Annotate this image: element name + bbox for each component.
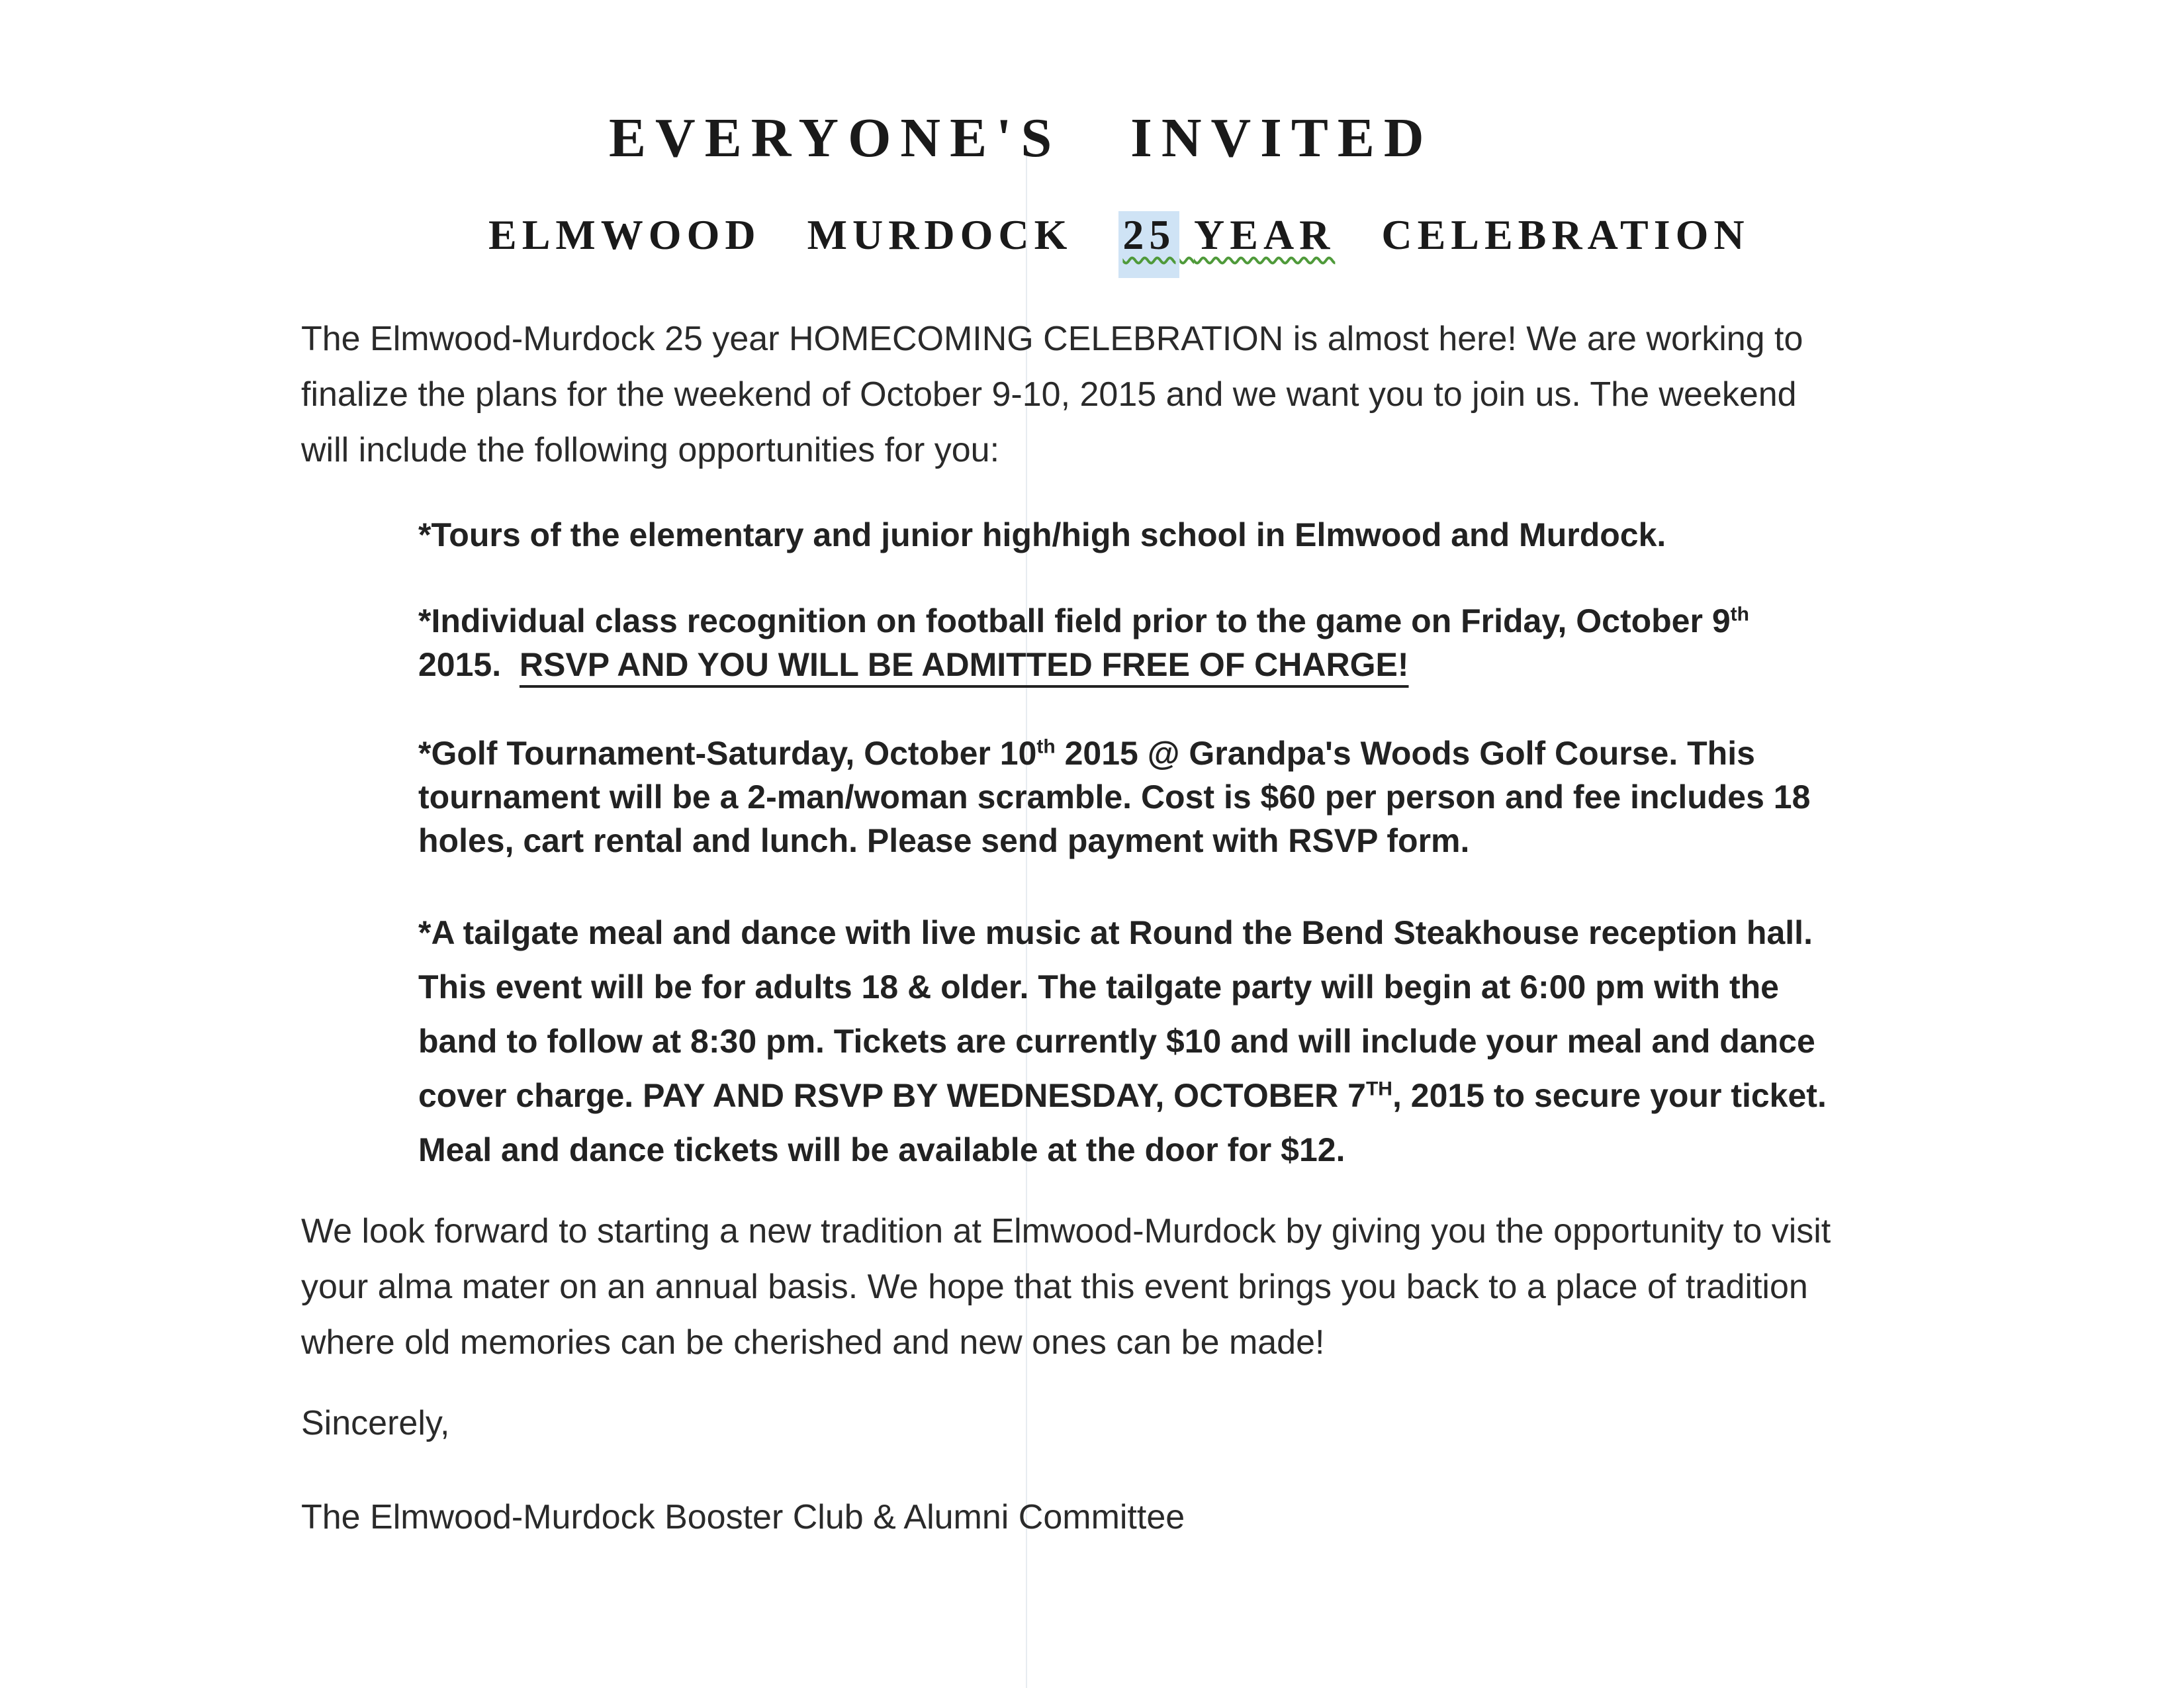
bullet-tailgate (418, 906, 1848, 1177)
bullet-golf-tournament (418, 731, 1848, 863)
tailgate-text-rest: , 2015 to secure your ticket. Meal and dance tickets will be available at the door for $12. (418, 1077, 1827, 1168)
subtitle-year: YEAR (1194, 211, 1336, 258)
tailgate-superscript: TH (1365, 1078, 1392, 1100)
sign-off: Sincerely, (301, 1404, 450, 1442)
signature-line: The Elmwood-Murdock Booster Club & Alumni Committee (301, 1498, 1185, 1536)
subtitle-celebration: CELEBRATION (1381, 211, 1750, 258)
page-subtitle (488, 211, 1750, 259)
tailgate-text-start: *A tailgate meal and dance with live music at Round the Bend Steakhouse reception hall. This event will be for adults 18 & older. The tailgate party will begin at 6:00 pm with the band to follow at 8:30 pm. Tickets are currently $10 and will include your meal and dance cover charge. PAY AND RSVP BY WEDNESDAY, OCTOBER 7 (418, 914, 1815, 1114)
recognition-year: 2015. (418, 646, 502, 683)
bullet-class-recognition (418, 599, 1848, 686)
intro-paragraph: The Elmwood-Murdock 25 year HOMECOMING CELEBRATION is almost here! We are working to finalize the plans for the weekend of October 9-10, 2015 and we want you to join us. The weekend will include the following opportunities for you: (301, 320, 1803, 469)
subtitle-elmwood: ELMWOOD (488, 211, 761, 258)
rsvp-free-notice: RSVP AND YOU WILL BE ADMITTED FREE OF CHARGE! (519, 646, 1409, 683)
closing-paragraph: We look forward to starting a new tradition at Elmwood-Murdock by giving you the opportunity to visit your alma mater on an annual basis. We hope that this event brings you back to a place of tradition where old memories can be cherished and new ones can be made! (301, 1212, 1831, 1362)
recognition-superscript: th (1730, 603, 1749, 626)
golf-text-start: *Golf Tournament-Saturday, October 10 (418, 735, 1037, 772)
page-title: EVERYONE'S INVITED (609, 107, 1433, 169)
golf-text-rest: 2015 @ Grandpa's Woods Golf Course. This tournament will be a 2-man/woman scramble. Cost is $60 per person and fee includes 18 holes, cart rental and lunch. Please send payment with RSVP form. (418, 735, 1811, 859)
subtitle-25-highlight: 25 (1118, 211, 1179, 278)
bullet-tours: *Tours of the elementary and junior high/high school in Elmwood and Murdock. (418, 516, 1666, 553)
subtitle-25-year (1118, 211, 1335, 278)
golf-superscript: th (1036, 735, 1056, 758)
recognition-text: *Individual class recognition on football field prior to the game on Friday, October 9 (418, 602, 1731, 639)
subtitle-murdock: MURDOCK (807, 211, 1073, 258)
